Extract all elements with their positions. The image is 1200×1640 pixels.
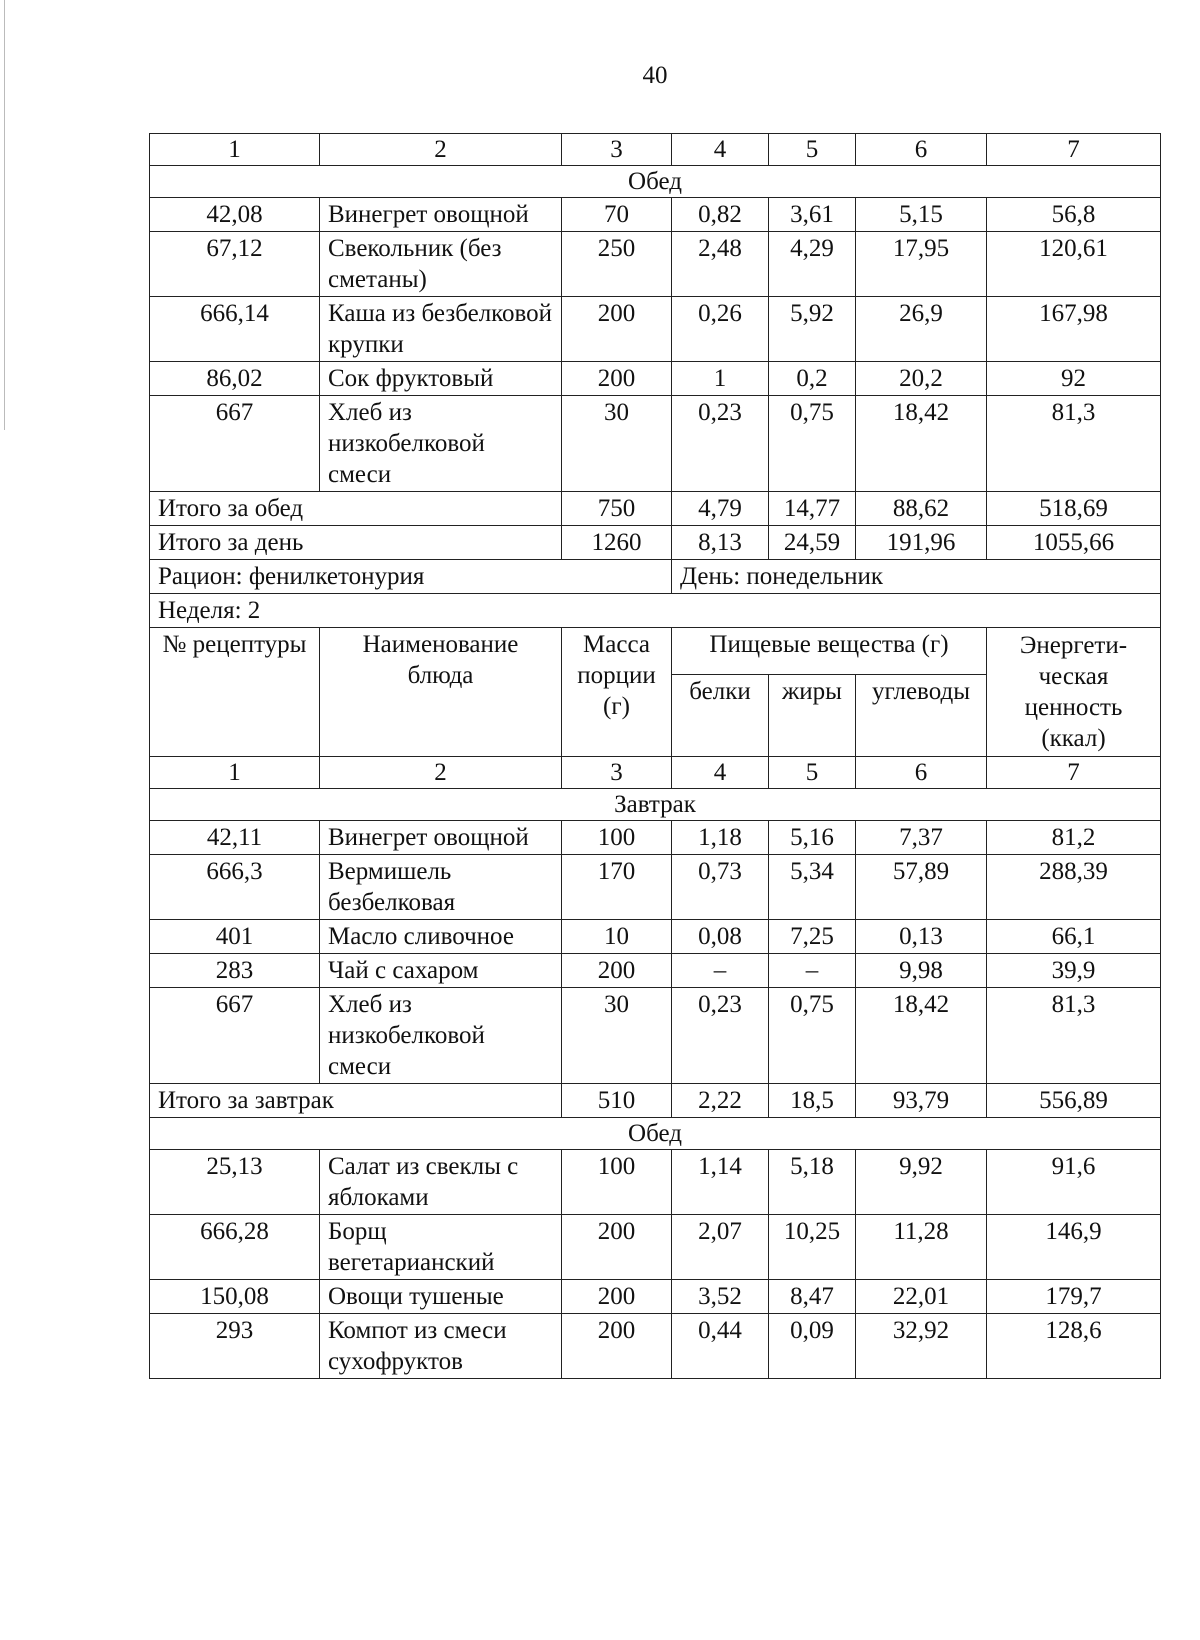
day-total-energy: 1055,66 <box>987 526 1161 560</box>
energy: 66,1 <box>987 920 1161 954</box>
colnum: 5 <box>769 757 856 789</box>
colnum: 1 <box>150 757 320 789</box>
protein: 0,08 <box>672 920 769 954</box>
recipe-no: 150,08 <box>150 1280 320 1314</box>
recipe-no: 666,28 <box>150 1215 320 1280</box>
carbs: 17,95 <box>856 232 987 297</box>
portion-mass: 10 <box>562 920 672 954</box>
day-total-fat: 24,59 <box>769 526 856 560</box>
lunch-total-row <box>150 492 1161 526</box>
table-row <box>150 362 1161 396</box>
colnum: 3 <box>562 134 672 166</box>
table-row <box>150 1150 1161 1215</box>
colnum: 5 <box>769 134 856 166</box>
portion-mass: 200 <box>562 1314 672 1379</box>
breakfast-total-label: Итого за завтрак <box>150 1084 562 1118</box>
lunch1-rows <box>150 198 1161 492</box>
dish-name: Каша из безбелковой крупки <box>320 297 562 362</box>
energy: 179,7 <box>987 1280 1161 1314</box>
protein: 2,48 <box>672 232 769 297</box>
dish-name: Винегрет овощной <box>320 821 562 855</box>
fat: 0,09 <box>769 1314 856 1379</box>
header-fat: жиры <box>769 675 856 757</box>
colnum: 6 <box>856 134 987 166</box>
energy: 288,39 <box>987 855 1161 920</box>
colnum: 3 <box>562 757 672 789</box>
energy: 56,8 <box>987 198 1161 232</box>
colnum: 2 <box>320 134 562 166</box>
fat: 8,47 <box>769 1280 856 1314</box>
carbs: 0,13 <box>856 920 987 954</box>
fat: 5,92 <box>769 297 856 362</box>
colnum: 4 <box>672 134 769 166</box>
dish-name: Борщ вегетарианский <box>320 1215 562 1280</box>
header-protein: белки <box>672 675 769 757</box>
lunch2-rows <box>150 1150 1161 1379</box>
fat: 3,61 <box>769 198 856 232</box>
breakfast-total-carbs: 93,79 <box>856 1084 987 1118</box>
header-energy: Энергети-ческая ценность (ккал) <box>987 628 1161 757</box>
recipe-no: 401 <box>150 920 320 954</box>
dish-name: Масло сливочное <box>320 920 562 954</box>
carbs: 9,92 <box>856 1150 987 1215</box>
portion-mass: 30 <box>562 396 672 492</box>
energy: 39,9 <box>987 954 1161 988</box>
fat: 0,75 <box>769 988 856 1084</box>
top-column-numbers <box>150 134 1161 166</box>
table-row <box>150 954 1161 988</box>
table-row <box>150 297 1161 362</box>
recipe-no: 666,14 <box>150 297 320 362</box>
protein: 0,23 <box>672 988 769 1084</box>
protein: 2,07 <box>672 1215 769 1280</box>
fat: 7,25 <box>769 920 856 954</box>
energy: 91,6 <box>987 1150 1161 1215</box>
table-row <box>150 920 1161 954</box>
energy: 81,3 <box>987 988 1161 1084</box>
recipe-no: 667 <box>150 988 320 1084</box>
day-total-carbs: 191,96 <box>856 526 987 560</box>
table-row <box>150 855 1161 920</box>
table-row <box>150 396 1161 492</box>
energy: 81,2 <box>987 821 1161 855</box>
colnum: 6 <box>856 757 987 789</box>
recipe-no: 42,11 <box>150 821 320 855</box>
header-carbs: углеводы <box>856 675 987 757</box>
recipe-no: 667 <box>150 396 320 492</box>
table-row <box>150 232 1161 297</box>
fat: 5,18 <box>769 1150 856 1215</box>
dish-name: Хлеб из низкобелковой смеси <box>320 396 562 492</box>
table-row <box>150 1280 1161 1314</box>
portion-mass: 200 <box>562 297 672 362</box>
recipe-no: 293 <box>150 1314 320 1379</box>
section-lunch <box>150 166 1161 198</box>
section-title: Завтрак <box>150 789 1161 821</box>
dish-name: Винегрет овощной <box>320 198 562 232</box>
week-row <box>150 594 1161 628</box>
colnum: 2 <box>320 757 562 789</box>
header-nutrients: Пищевые вещества (г) <box>672 628 987 675</box>
breakfast-total-mass: 510 <box>562 1084 672 1118</box>
portion-mass: 200 <box>562 1215 672 1280</box>
fat: – <box>769 954 856 988</box>
protein: 1 <box>672 362 769 396</box>
protein: 0,26 <box>672 297 769 362</box>
fat: 4,29 <box>769 232 856 297</box>
carbs: 5,15 <box>856 198 987 232</box>
dish-name: Овощи тушеные <box>320 1280 562 1314</box>
protein: 0,73 <box>672 855 769 920</box>
portion-mass: 250 <box>562 232 672 297</box>
menu-table <box>149 133 1161 1379</box>
page-number: 40 <box>642 62 668 89</box>
total-mass: 750 <box>562 492 672 526</box>
total-protein: 4,79 <box>672 492 769 526</box>
colnum: 4 <box>672 757 769 789</box>
dish-name: Салат из свеклы с яблоками <box>320 1150 562 1215</box>
portion-mass: 170 <box>562 855 672 920</box>
column-numbers <box>150 757 1161 789</box>
fat: 10,25 <box>769 1215 856 1280</box>
portion-mass: 100 <box>562 1150 672 1215</box>
carbs: 22,01 <box>856 1280 987 1314</box>
carbs: 7,37 <box>856 821 987 855</box>
colnum: 7 <box>987 757 1161 789</box>
portion-mass: 200 <box>562 362 672 396</box>
total-fat: 14,77 <box>769 492 856 526</box>
ration-row <box>150 560 1161 594</box>
day-total-protein: 8,13 <box>672 526 769 560</box>
energy: 120,61 <box>987 232 1161 297</box>
table-row <box>150 1314 1161 1379</box>
protein: 0,44 <box>672 1314 769 1379</box>
total-carbs: 88,62 <box>856 492 987 526</box>
section-title: Обед <box>150 166 1161 198</box>
recipe-no: 67,12 <box>150 232 320 297</box>
section-lunch-2 <box>150 1118 1161 1150</box>
recipe-no: 666,3 <box>150 855 320 920</box>
carbs: 18,42 <box>856 988 987 1084</box>
recipe-no: 86,02 <box>150 362 320 396</box>
carbs: 26,9 <box>856 297 987 362</box>
breakfast-rows <box>150 821 1161 1084</box>
colnum: 1 <box>150 134 320 166</box>
energy: 81,3 <box>987 396 1161 492</box>
portion-mass: 200 <box>562 954 672 988</box>
carbs: 11,28 <box>856 1215 987 1280</box>
protein: 1,14 <box>672 1150 769 1215</box>
energy: 128,6 <box>987 1314 1161 1379</box>
recipe-no: 25,13 <box>150 1150 320 1215</box>
portion-mass: 70 <box>562 198 672 232</box>
header-dish-name: Наименование блюда <box>320 628 562 757</box>
day-label: День: понедельник <box>672 560 1161 594</box>
protein: – <box>672 954 769 988</box>
table-row <box>150 198 1161 232</box>
day-total-row <box>150 526 1161 560</box>
day-total-mass: 1260 <box>562 526 672 560</box>
breakfast-total-row <box>150 1084 1161 1118</box>
portion-mass: 200 <box>562 1280 672 1314</box>
carbs: 32,92 <box>856 1314 987 1379</box>
header-recipe-no: № рецептуры <box>150 628 320 757</box>
section-breakfast <box>150 789 1161 821</box>
fat: 5,34 <box>769 855 856 920</box>
table-row <box>150 821 1161 855</box>
total-energy: 518,69 <box>987 492 1161 526</box>
total-label: Итого за обед <box>150 492 562 526</box>
recipe-no: 283 <box>150 954 320 988</box>
protein: 0,82 <box>672 198 769 232</box>
colnum: 7 <box>987 134 1161 166</box>
fat: 0,75 <box>769 396 856 492</box>
portion-mass: 100 <box>562 821 672 855</box>
energy: 92 <box>987 362 1161 396</box>
dish-name: Вермишель безбелковая <box>320 855 562 920</box>
carbs: 57,89 <box>856 855 987 920</box>
portion-mass: 30 <box>562 988 672 1084</box>
ration-label: Рацион: фенилкетонурия <box>150 560 672 594</box>
protein: 0,23 <box>672 396 769 492</box>
header-row-1 <box>150 628 1161 675</box>
fat: 5,16 <box>769 821 856 855</box>
breakfast-total-protein: 2,22 <box>672 1084 769 1118</box>
fat: 0,2 <box>769 362 856 396</box>
section-title: Обед <box>150 1118 1161 1150</box>
dish-name: Свекольник (без сметаны) <box>320 232 562 297</box>
breakfast-total-energy: 556,89 <box>987 1084 1161 1118</box>
energy: 146,9 <box>987 1215 1161 1280</box>
day-total-label: Итого за день <box>150 526 562 560</box>
carbs: 20,2 <box>856 362 987 396</box>
dish-name: Сок фруктовый <box>320 362 562 396</box>
recipe-no: 42,08 <box>150 198 320 232</box>
header-portion-mass: Масса порции (г) <box>562 628 672 757</box>
dish-name: Компот из смеси сухофруктов <box>320 1314 562 1379</box>
carbs: 18,42 <box>856 396 987 492</box>
protein: 1,18 <box>672 821 769 855</box>
table-row <box>150 988 1161 1084</box>
dish-name: Хлеб из низкобелковой смеси <box>320 988 562 1084</box>
table-row <box>150 1215 1161 1280</box>
breakfast-total-fat: 18,5 <box>769 1084 856 1118</box>
dish-name: Чай с сахаром <box>320 954 562 988</box>
week-label: Неделя: 2 <box>150 594 1161 628</box>
protein: 3,52 <box>672 1280 769 1314</box>
carbs: 9,98 <box>856 954 987 988</box>
energy: 167,98 <box>987 297 1161 362</box>
